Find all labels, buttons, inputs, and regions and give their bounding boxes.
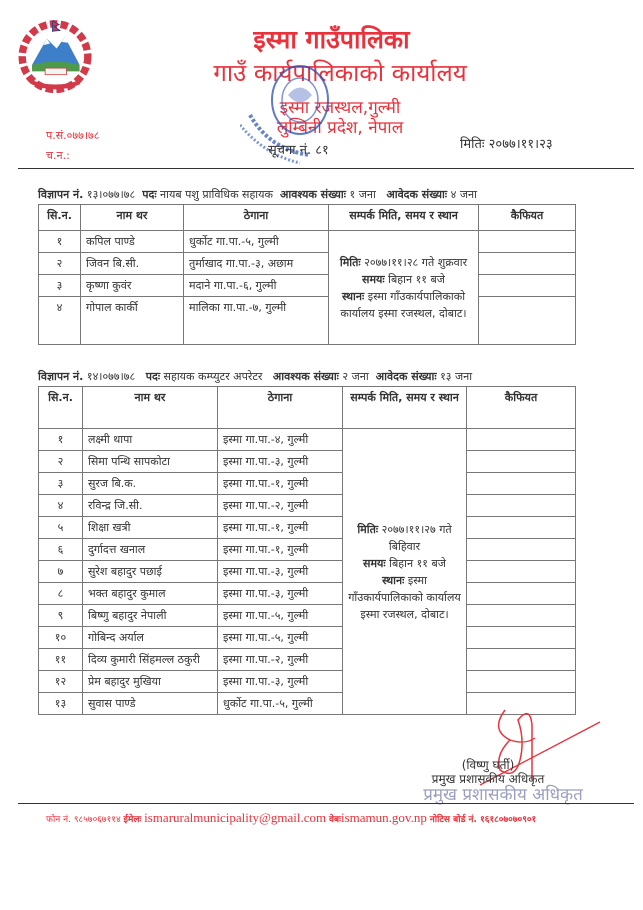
row-address: इस्मा गा.पा.-१, गुल्मी — [218, 539, 343, 561]
row-remarks — [467, 561, 576, 583]
footer-web-label: वेबः — [329, 815, 341, 825]
row-address: इस्मा गा.पा.-२, गुल्मी — [218, 649, 343, 671]
row-name: दिव्य कुमारी सिंहमल्ल ठकुरी — [83, 649, 218, 671]
col-header-address: ठेगाना — [218, 387, 343, 429]
table-row — [39, 231, 576, 253]
contact-place: इस्मा गाँउकार्यपालिकाको कार्यालय इस्मा रजस्थल, दोबाट। — [340, 289, 467, 320]
row-address: धुर्कोट गा.पा.-५, गुल्मी — [184, 231, 329, 253]
row-name: रविन्द्र जि.सी. — [83, 495, 218, 517]
row-sn: १३ — [39, 693, 83, 715]
ad1-contact-cell — [329, 231, 479, 345]
ad1-post-label: पदः — [142, 188, 157, 201]
row-name: भक्त बहादुर कुमाल — [83, 583, 218, 605]
ad2-applicants-label: आवेदक संख्याः — [375, 370, 437, 383]
ad2-applicants: १३ जना — [440, 370, 473, 383]
row-remarks — [479, 231, 576, 253]
row-name: जिवन बि.सी. — [81, 253, 184, 275]
row-sn: २ — [39, 451, 83, 473]
signatory-title: प्रमुख प्रशासकीय अधिकृत — [431, 772, 545, 786]
row-remarks — [479, 297, 576, 345]
row-address: इस्मा गा.पा.-४, गुल्मी — [218, 429, 343, 451]
ad1-applicant-table — [38, 204, 576, 345]
row-sn: ५ — [39, 517, 83, 539]
row-name: बिष्णु बहादुर नेपाली — [83, 605, 218, 627]
row-address: मालिका गा.पा.-७, गुल्मी — [184, 297, 329, 345]
notice-number: सूचना नं. ८१ — [268, 143, 329, 158]
row-address: इस्मा गा.पा.-१, गुल्मी — [218, 517, 343, 539]
row-name: प्रेम बहादुर मुखिया — [83, 671, 218, 693]
col-header-contact: सम्पर्क मिति, समय र स्थान — [343, 387, 467, 429]
table-row — [39, 495, 576, 517]
row-address: धुर्कोट गा.पा.-५, गुल्मी — [218, 693, 343, 715]
table-row — [39, 583, 576, 605]
table-row — [39, 517, 576, 539]
contact-date: २०७७।११।२७ गते बिहिवार — [381, 522, 452, 553]
table-row — [39, 253, 576, 275]
row-remarks — [467, 473, 576, 495]
ad1-applicants-label: आवेदक संख्याः — [386, 188, 448, 201]
row-remarks — [467, 583, 576, 605]
contact-time: बिहान ११ बजे — [388, 272, 445, 286]
table-header-row — [39, 205, 576, 231]
footer-email-label: ईमेलः — [123, 815, 142, 825]
col-header-remarks: कैफियत — [479, 205, 576, 231]
col-header-name: नाम थर — [81, 205, 184, 231]
row-remarks — [467, 539, 576, 561]
row-sn: ४ — [39, 297, 81, 345]
row-sn: ३ — [39, 275, 81, 297]
ad1-required-label: आवश्यक संख्याः — [279, 188, 346, 201]
ad2-applicant-table — [38, 386, 576, 715]
row-sn: १२ — [39, 671, 83, 693]
col-header-address: ठेगाना — [184, 205, 329, 231]
row-remarks — [467, 649, 576, 671]
contact-time-label: समयः — [362, 272, 385, 286]
row-name: गोबिन्द अर्याल — [83, 627, 218, 649]
row-sn: १ — [39, 429, 83, 451]
municipality-title: इस्मा गाउँपालिका — [253, 25, 410, 54]
row-address: इस्मा गा.पा.-३, गुल्मी — [218, 583, 343, 605]
row-address: इस्मा गा.पा.-३, गुल्मी — [218, 561, 343, 583]
table-row — [39, 539, 576, 561]
reference-number: प.सं.०७७।७८ — [46, 129, 100, 142]
table-row — [39, 561, 576, 583]
table-row — [39, 473, 576, 495]
row-name: कपिल पाण्डे — [81, 231, 184, 253]
header-divider — [18, 168, 634, 169]
row-sn: १० — [39, 627, 83, 649]
ad2-post-label: पदः — [145, 370, 161, 383]
row-name: कृष्णा कुवंर — [81, 275, 184, 297]
row-remarks — [479, 253, 576, 275]
row-remarks — [467, 671, 576, 693]
row-name: लक्ष्मी थापा — [83, 429, 218, 451]
col-header-sn: सि.न. — [39, 387, 83, 429]
ad1-summary — [38, 187, 477, 202]
row-sn: ७ — [39, 561, 83, 583]
row-name: शिक्षा खत्री — [83, 517, 218, 539]
row-remarks — [467, 517, 576, 539]
footer-contact — [46, 810, 536, 826]
row-address: मदाने गा.पा.-६, गुल्मी — [184, 275, 329, 297]
footer-divider — [18, 803, 634, 804]
ad2-contact-cell — [343, 429, 467, 715]
table-row — [39, 297, 576, 345]
ad2-summary — [38, 369, 472, 384]
row-name: सुरेश बहादुर पछाई — [83, 561, 218, 583]
contact-date-label: मितिः — [339, 255, 361, 269]
row-address: इस्मा गा.पा.-५, गुल्मी — [218, 605, 343, 627]
table-row — [39, 627, 576, 649]
ad2-post: सहायक कम्प्युटर अपरेटर — [163, 370, 263, 383]
row-remarks — [479, 275, 576, 297]
row-address: इस्मा गा.पा.-१, गुल्मी — [218, 473, 343, 495]
dispatch-number: च.न.: — [46, 149, 70, 162]
table-header-row — [39, 387, 576, 429]
col-header-remarks: कैफियत — [467, 387, 576, 429]
row-sn: ९ — [39, 605, 83, 627]
office-address: इस्मा रजस्थल,गुल्मी — [279, 98, 401, 118]
table-row — [39, 451, 576, 473]
contact-date: २०७७।११।२८ गते शुक्रवार — [364, 255, 468, 269]
row-remarks — [467, 605, 576, 627]
province-country: लुम्बिनी प्रदेश, नेपाल — [276, 118, 404, 138]
row-remarks — [467, 495, 576, 517]
col-header-sn: सि.न. — [39, 205, 81, 231]
row-remarks — [467, 429, 576, 451]
row-address: इस्मा गा.पा.-५, गुल्मी — [218, 627, 343, 649]
row-name: दुर्गादत्त खनाल — [83, 539, 218, 561]
contact-place: इस्मा गाँउकार्यपालिकाको कार्यालय इस्मा रजस्थल, दोबाट। — [348, 573, 461, 621]
ad1-required: १ जना — [349, 188, 376, 201]
contact-place-label: स्थानः — [382, 573, 405, 587]
footer-email[interactable]: ismaruralmunicipality@gmail.com — [144, 810, 327, 825]
col-header-name: नाम थर — [83, 387, 218, 429]
row-name: सिमा पन्थि सापकोटा — [83, 451, 218, 473]
ad2-required-label: आवश्यक संख्याः — [272, 370, 339, 383]
row-name: गोपाल कार्की — [81, 297, 184, 345]
table-row — [39, 671, 576, 693]
ad2-ad-number: १४।०७७।७८ — [86, 370, 136, 383]
row-name: सुरज बि.क. — [83, 473, 218, 495]
row-name: सुवास पाण्डे — [83, 693, 218, 715]
contact-place-label: स्थानः — [341, 289, 365, 303]
row-sn: २ — [39, 253, 81, 275]
footer-web[interactable]: ismamun.gov.np — [341, 810, 427, 825]
contact-time-label: समयः — [363, 556, 386, 570]
footer-notice-board: नोटिस बोर्ड नं. १६१८०७०७०९०१ — [429, 815, 537, 825]
footer-phone: फोन नं. ९८५७०६७११४ — [46, 815, 121, 825]
designation-stamp: प्रमुख प्रशासकीय अधिकृत — [423, 785, 583, 805]
ad2-ad-label: विज्ञापन नं. — [38, 370, 84, 383]
signatory-name: (विष्णु घर्ती) — [461, 758, 515, 772]
row-sn: ४ — [39, 495, 83, 517]
row-address: तुर्माखाद गा.पा.-३, अछाम — [184, 253, 329, 275]
row-sn: १ — [39, 231, 81, 253]
contact-date-label: मितिः — [357, 522, 379, 536]
row-sn: ८ — [39, 583, 83, 605]
ad1-ad-label: विज्ञापन नं. — [38, 188, 84, 201]
notice-date: मितिः २०७७।११।२३ — [460, 137, 553, 152]
row-sn: ३ — [39, 473, 83, 495]
row-remarks — [467, 451, 576, 473]
row-sn: ६ — [39, 539, 83, 561]
table-row — [39, 649, 576, 671]
ad1-applicants: ४ जना — [450, 188, 477, 201]
ad2-required: २ जना — [342, 370, 369, 383]
table-row — [39, 275, 576, 297]
office-title: गाउँ कार्यपालिकाको कार्यालय — [213, 59, 467, 87]
table-row — [39, 429, 576, 451]
table-row — [39, 605, 576, 627]
row-remarks — [467, 627, 576, 649]
col-header-contact: सम्पर्क मिति, समय र स्थान — [329, 205, 479, 231]
ad1-post: नायब पशु प्राविधिक सहायक — [160, 188, 273, 201]
contact-time: बिहान ११ बजे — [389, 556, 446, 570]
row-address: इस्मा गा.पा.-२, गुल्मी — [218, 495, 343, 517]
row-address: इस्मा गा.पा.-३, गुल्मी — [218, 671, 343, 693]
ad1-ad-number: १३।०७७।७८ — [86, 188, 136, 201]
row-address: इस्मा गा.पा.-३, गुल्मी — [218, 451, 343, 473]
row-sn: ११ — [39, 649, 83, 671]
